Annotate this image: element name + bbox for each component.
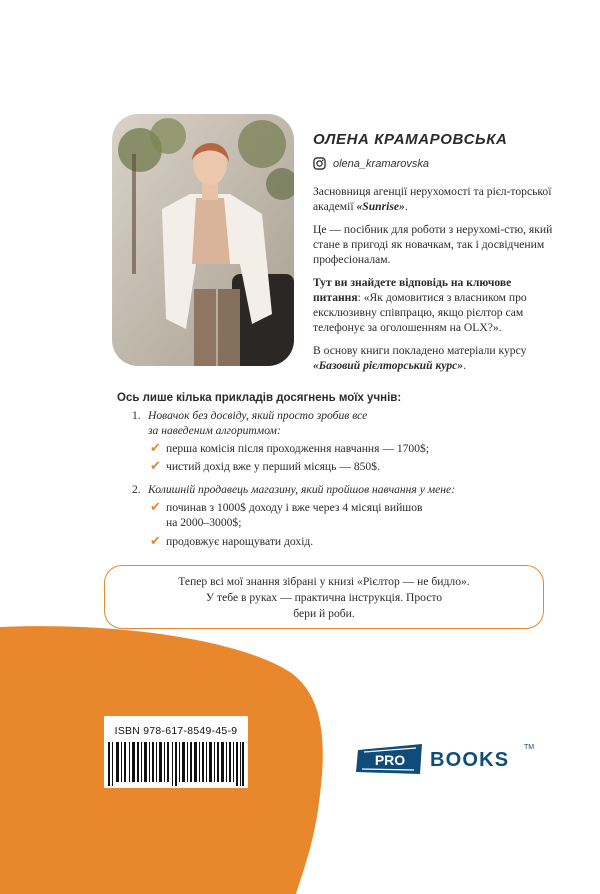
- achievements-title: Ось лише кілька прикладів досягнень моїх учнів:: [117, 392, 402, 404]
- instagram-icon: [313, 157, 326, 170]
- point-text: чистий дохід вже у перший місяць — 850$.: [166, 460, 380, 473]
- book-callout-box: [104, 565, 544, 629]
- academy-name: «Sunrise»: [356, 200, 405, 213]
- bio-p3-bold: Тут ви знайдете відповідь на ключове питання: [313, 276, 512, 304]
- author-photo: [112, 114, 294, 366]
- instagram-handle-row[interactable]: [313, 157, 429, 170]
- instagram-handle: olena_kramarovska: [333, 157, 429, 170]
- achievement-point: [150, 441, 510, 456]
- item-number: 1.: [132, 409, 141, 422]
- item-number: 2.: [132, 483, 141, 496]
- point-text-line-2: на 2000–3000$;: [166, 516, 242, 529]
- point-text-line-1: починав з 1000$ доходу і вже через 4 місяці вийшов: [166, 501, 423, 514]
- point-text: [166, 500, 422, 530]
- bio-p1-text: Засновниця агенції нерухомості та рієл-торської академії: [313, 185, 552, 213]
- item-heading-line-2: за наведеним алгоритмом:: [148, 424, 281, 437]
- course-name: «Базовий рієлторський курс»: [313, 359, 464, 372]
- callout-line-2: У тебе в руках — практична інструкція. Просто: [205, 591, 443, 604]
- author-bio: [313, 184, 553, 381]
- achievement-point: [150, 459, 510, 474]
- check-icon: ✔: [150, 458, 161, 473]
- bio-p4-text: В основу книги покладено матеріали курсу: [313, 344, 527, 357]
- logo-trademark: TM: [524, 744, 535, 751]
- bio-paragraph-4: [313, 343, 553, 373]
- barcode-icon: [108, 742, 244, 786]
- bio-paragraph-2: Це — посібник для роботи з нерухомі-стю, який стане в пригоді як новачкам, так і досвідченим професіоналам.: [313, 223, 553, 266]
- point-text: продовжує нарощувати дохід.: [166, 535, 314, 548]
- bio-p1-end: .: [404, 200, 408, 213]
- item-heading-line-1: Колишній продавець магазину, який пройшов навчання у мене:: [148, 483, 456, 496]
- item-heading-line-1: Новачок без досвіду, який просто зробив все: [148, 409, 368, 422]
- achievement-point: [150, 500, 510, 530]
- point-text: перша комісія після проходження навчання — 1700$;: [166, 442, 430, 455]
- author-name: ОЛЕНА КРАМАРОВСЬКА: [313, 131, 508, 148]
- logo-pro-text: PRO: [374, 752, 406, 768]
- barcode-area: [104, 716, 248, 788]
- achievement-point: [150, 534, 510, 549]
- logo-books-text: BOOKS: [430, 749, 510, 771]
- achievement-item-2: [132, 482, 532, 497]
- bio-p4-end: .: [463, 359, 466, 372]
- check-icon: ✔: [150, 499, 161, 514]
- pro-books-logo-icon: [354, 742, 426, 778]
- callout-line-1: Тепер всі мої знання зібрані у книзі «Рієлтор — не бидло».: [178, 575, 470, 588]
- callout-line-3: бери й роби.: [293, 607, 355, 620]
- isbn-number: ISBN 978-617-8549-45-9: [114, 726, 238, 737]
- bio-paragraph-1: [313, 184, 553, 214]
- achievement-item-1: [132, 408, 532, 438]
- bio-paragraph-3: [313, 275, 553, 335]
- bio-p3-text: : «Як домовитися з власником про ексклюзивну співпрацю, якщо рієлтор сам телефонує за оголошенням на OLX?».: [313, 291, 527, 334]
- check-icon: ✔: [150, 533, 161, 548]
- check-icon: ✔: [150, 440, 161, 455]
